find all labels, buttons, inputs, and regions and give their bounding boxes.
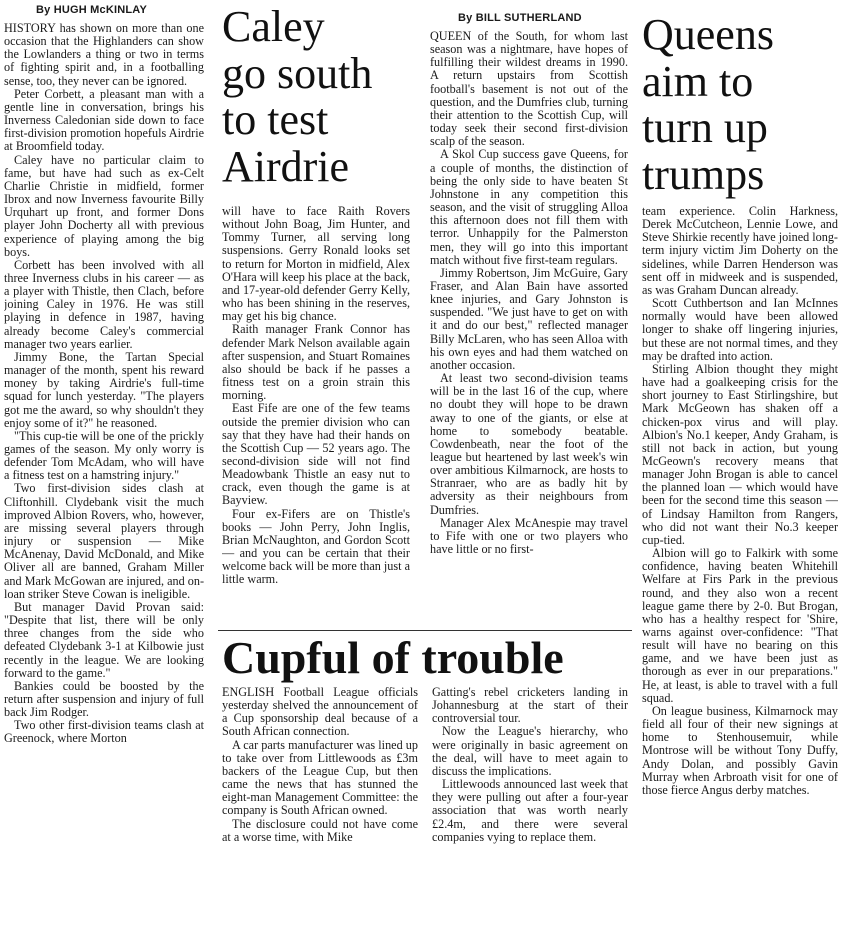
paragraph: Manager Alex McAnespie may travel to Fife with one or two players who have little or no first- <box>430 515 628 557</box>
paragraph: Bankies could be boosted by the return after suspension and injury of full back Jim Rodger. <box>4 678 204 720</box>
story2-headline-line: turn up <box>642 103 768 153</box>
paragraph: On league business, Kilmarnock may field all four of their new signings at home to Stenhousemuir, while Montrose will be without Tony Duffy, Andy Dolan, and possibly Gavin Murray when Arbroath visit for one of those fierce Angus derby matches. <box>642 703 838 797</box>
paragraph: Caley have no particular claim to fame, but have had such as ex-Celt Charlie Christie in midfield, former Ibrox and now Inverness favourite Billy Urquhart up front, and former Dons player John Docherty all with previous experience of playing among the big boys. <box>4 152 204 259</box>
story1-headline-line: go south <box>222 48 373 98</box>
paragraph: Corbett has been involved with all three Inverness clubs in his career — as a player with Thistle, then Clach, before joining Caley in 1976. He was still playing in defence in 1987, having already become Caley's commercial manager two years earlier. <box>4 257 204 351</box>
paragraph: Scott Cuthbertson and Ian McInnes normally would have been allowed longer to shake off lingering injuries, but these are not normal times, and they may be drafted into action. <box>642 296 838 363</box>
story2-headline-line: trumps <box>642 149 765 199</box>
paragraph: The disclosure could not have come at a worse time, with Mike <box>222 816 418 844</box>
paragraph: Gatting's rebel cricketers landing in Johannesburg at the start of their controversial tour. <box>432 686 628 726</box>
paragraph: Two first-division sides clash at Cliftonhill. Clydebank visit the much improved Albion Rovers, who, however, are missing several players through injury or suspension — Mike McAnenay, David McDonald, and Mike Oliver all are banned, Graham Miller and Mark McGowan are injured, and on-loan striker Steve Cowan is ineligible. <box>4 481 204 601</box>
story2-byline: By BILL SUTHERLAND <box>458 12 582 24</box>
paragraph: Jimmy Bone, the Tartan Special manager of the month, spent his reward money by taking Airdrie's full-time squad for lunch yesterday. "The players got me the award, so why shouldn't they enjoy some of it?" he reasoned. <box>4 349 204 430</box>
story3-column-1 <box>222 686 418 922</box>
story1-byline: By HUGH McKINLAY <box>36 4 147 16</box>
story2-column-2 <box>642 205 838 923</box>
paragraph: Now the League's hierarchy, who were originally in basic agreement on the deal, will have to meet again to discuss the implications. <box>432 724 628 778</box>
paragraph: Stirling Albion thought they might have had a goalkeeping crisis for the short journey to East Stirlingshire, but Mark McGeown has shaken off a chicken-pox virus and will play. Albion's No.1 keeper, Andy Graham, is still not back in action, but young McGeown's recovery means that manager John Brogan is able to cancel the planned loan — which would have been for the second time this season — of Lindsay Hamilton from Rangers, who did not want their No.3 keeper cup-tied. <box>642 361 838 547</box>
paragraph: Littlewoods announced last week that they were pulling out after a four-year association that was worth nearly £2.4m, and there were several companies vying to replace them. <box>432 777 628 844</box>
paragraph: Raith manager Frank Connor has defender Mark Nelson available again after suspension, and Stuart Romaines also should be back if he passes a fitness test on a groin strain this morning. <box>222 322 410 403</box>
paragraph: Four ex-Fifers are on Thistle's books — John Perry, John Inglis, Brian McNaughton, and Gordon Scott — and you can be certain that their welcome back will be more than just a little warm. <box>222 506 410 587</box>
story2-headline <box>642 12 852 199</box>
paragraph: But manager David Provan said: "Despite that list, there will be only three changes from the side who defeated Clydebank 3-1 at Kilbowie just recently in the league. We are looking forward to the game." <box>4 599 204 680</box>
paragraph: Jimmy Robertson, Jim McGuire, Gary Fraser, and Alan Bain have assorted knee injuries, and Gary Johnston is suspended. "We just have to get on with it and do our best," reflected manager Billy McLaren, who has seen Alloa with his own eyes and had them watched on another occasion. <box>430 265 628 372</box>
story1-headline-line: Airdrie <box>222 141 350 191</box>
paragraph: At least two second-division teams will be in the last 16 of the cup, where no doubt they will hope to be drawn away to one of the giants, or else at home to somebody beatable. Cowdenbeath, near the foot of the league but heartened by last week's win over ambitious Kilmarnock, are hosts to Stranraer, who are as badly hit by adversity as their neighbours from Dumfries. <box>430 371 628 517</box>
story1-column-1 <box>4 22 204 922</box>
story3-column-2 <box>432 686 628 922</box>
paragraph: A car parts manufacturer was lined up to take over from Littlewoods as £3m backers of the League Cup, but then came the news that has stunned the eight-man Management Committee: the company is South African owned. <box>222 737 418 818</box>
paragraph: A Skol Cup success gave Queens, for a couple of months, the distinction of being the only side to have beaten St Johnstone in any competition this season, and the visit of struggling Alloa this afternoon does not fill them with terror. Unhappily for the Palmerston men, they will go into this important match without five first-team regulars. <box>430 147 628 267</box>
story1-headline <box>222 4 422 191</box>
paragraph: East Fife are one of the few teams outside the premier division who can say that they have had their hands on the Scottish Cup — 52 years ago. The second-division side will not find Meadowbank Thistle an easy nut to crack, even though the game is at Bayview. <box>222 401 410 508</box>
paragraph: QUEEN of the South, for whom last season was a nightmare, have hopes of fulfilling their wildest dreams in 1990. A return upstairs from Scottish football's basement is not out of the question, and the Dumfries club, turning their attention to the Scottish Cup, will today seek their second first-division scalp of the season. <box>430 30 628 149</box>
paragraph: Peter Corbett, a pleasant man with a gentle line in conversation, brings his Inverness Caledonian side down to face first-division promotion hopefuls Airdrie at Broomfield today. <box>4 86 204 154</box>
paragraph: ENGLISH Football League officials yesterday shelved the announcement of a Cup sponsorship deal because of a South African connection. <box>222 686 418 739</box>
story1-column-2 <box>222 205 410 623</box>
story2-headline-line: Queens <box>642 10 774 59</box>
story3-headline: Cupful of trouble <box>222 632 564 683</box>
paragraph: team experience. Colin Harkness, Derek McCutcheon, Lennie Lowe, and Steve Shirkie recently have joined long-term injury victim Jim Doherty on the sidelines, while Darren Henderson was sent off in midweek and is suspended, as was Graham Duncan already. <box>642 205 838 297</box>
paragraph: HISTORY has shown on more than one occasion that the Highlanders can show the Lowlanders a thing or two in terms of fighting spirit and, in a footballing sense, too, they never can be ignored. <box>4 22 204 88</box>
story2-column-1 <box>430 30 628 624</box>
story1-headline-line: Caley <box>222 2 325 51</box>
paragraph: will have to face Raith Rovers without John Boag, Jim Hunter, and Tommy Turner, all serving long suspensions. Gerry Ronald looks set to return for Morton in midfield, Alex O'Hara will keep his place at the back, and 17-year-old defender Gerry Kelly, who has been shining in the reserves, may get his big chance. <box>222 205 410 324</box>
paragraph: Albion will go to Falkirk with some confidence, having beaten Whitehill Welfare at Firs Park in the previous round, and they also won a recent league game there by 2-0. But Brogan, who has a healthy respect for 'Shire, warns against over-confidence: "That result will have no bearing on this game, and we have been just as thorough as ever in our preparations." He, at least, is able to travel with a full squad. <box>642 546 838 705</box>
story2-headline-line: aim to <box>642 56 754 106</box>
cupful-divider <box>218 630 632 631</box>
paragraph: "This cup-tie will be one of the prickly games of the season. My only worry is defender Tom McAdam, who will have a fitness test on a hamstring injury." <box>4 428 204 483</box>
paragraph: Two other first-division teams clash at Greenock, where Morton <box>4 718 204 746</box>
story1-headline-line: to test <box>222 95 329 145</box>
